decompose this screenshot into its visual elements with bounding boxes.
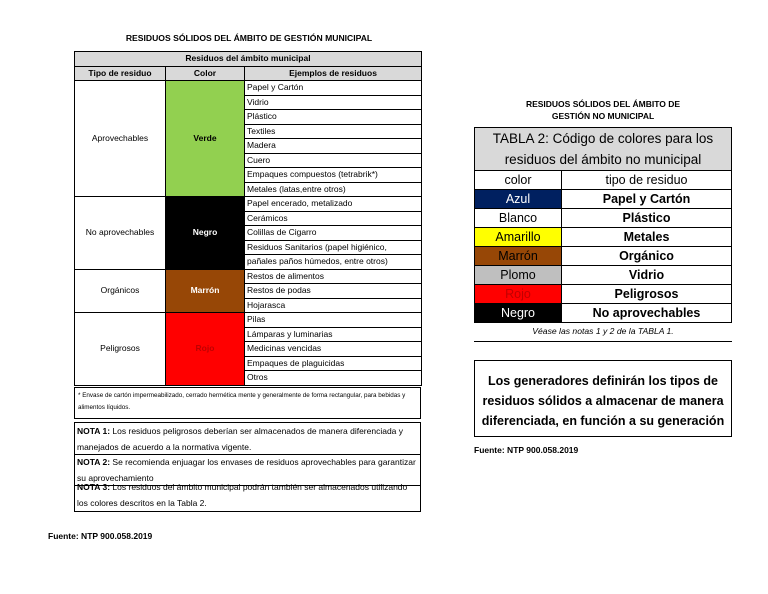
header-color-col: color (475, 171, 562, 190)
color-cell: Verde (166, 81, 245, 197)
example-cell: Otros (245, 371, 422, 386)
color-code-row (475, 266, 732, 285)
note-3 (74, 479, 421, 512)
municipal-source: Fuente: NTP 900.058.2019 (48, 531, 153, 541)
municipal-table-title: Residuos del ámbito municipal (75, 52, 422, 67)
example-cell: Lámparas y luminarias (245, 327, 422, 342)
example-cell: Madera (245, 139, 422, 154)
municipal-title: RESIDUOS SÓLIDOS DEL ÁMBITO DE GESTIÓN MUNICIPAL (125, 33, 373, 43)
waste-type-cell: No aprovechables (75, 197, 166, 270)
table-row (75, 313, 422, 328)
color-code-row (475, 190, 732, 209)
municipal-waste-table (74, 51, 422, 386)
note-1-label: NOTA 1: (77, 426, 111, 436)
note-3-text: Los residuos del ámbito municipal podrán también ser almacenados utilizando los colores descritos en la Tabla 2. (77, 482, 408, 508)
example-cell: Metales (latas,entre otros) (245, 182, 422, 197)
color-name-cell: Marrón (475, 247, 562, 266)
non-municipal-color-table (474, 127, 732, 323)
non-municipal-title (474, 98, 732, 122)
waste-type-cell: Orgánicos (75, 269, 166, 313)
example-cell: Restos de alimentos (245, 269, 422, 284)
note-1 (74, 422, 421, 455)
color-code-row (475, 285, 732, 304)
table-row (75, 81, 422, 96)
waste-type-cell: Peligrosos (75, 313, 166, 386)
example-cell: pañales paños húmedos, entre otros) (245, 255, 422, 270)
example-cell: Empaques de plaguicidas (245, 356, 422, 371)
note-2-text: Se recomienda enjuagar los envases de residuos aprovechables para garantizar su aprovechamiento (77, 457, 416, 483)
table-row (75, 269, 422, 284)
example-cell: Colillas de Cigarro (245, 226, 422, 241)
header-type-col: tipo de residuo (562, 171, 732, 190)
example-cell: Papel encerado, metalizado (245, 197, 422, 212)
example-cell: Pilas (245, 313, 422, 328)
non-municipal-title-line1: RESIDUOS SÓLIDOS DEL ÁMBITO DE (525, 99, 681, 109)
waste-type-cell: Peligrosos (562, 285, 732, 304)
color-code-row (475, 304, 732, 323)
example-cell: Textiles (245, 124, 422, 139)
table-2-title-line1: TABLA 2: Código de colores para los (492, 131, 714, 146)
non-municipal-title-line2: GESTIÓN NO MUNICIPAL (551, 111, 655, 121)
example-cell: Papel y Cartón (245, 81, 422, 96)
note-2-label: NOTA 2: (77, 457, 111, 467)
example-cell: Residuos Sanitarios (papel higiénico, (245, 240, 422, 255)
note-1-text: Los residuos peligrosos deberían ser almacenados de manera diferenciada y manejados de acuerdo a la normativa vigente. (77, 426, 404, 452)
waste-type-cell: No aprovechables (562, 304, 732, 323)
color-name-cell: Rojo (475, 285, 562, 304)
header-color: Color (166, 66, 245, 81)
example-cell: Cuero (245, 153, 422, 168)
table-2-note: Véase las notas 1 y 2 de la TABLA 1. (474, 321, 732, 342)
color-code-row (475, 228, 732, 247)
color-code-row (475, 247, 732, 266)
color-name-cell: Plomo (475, 266, 562, 285)
waste-type-cell: Vidrio (562, 266, 732, 285)
table-2-title (475, 128, 732, 171)
example-cell: Cerámicos (245, 211, 422, 226)
color-cell: Marrón (166, 269, 245, 313)
color-name-cell: Azul (475, 190, 562, 209)
example-cell: Hojarasca (245, 298, 422, 313)
spacer-row (474, 342, 732, 361)
tetrabrik-footnote: * Envase de cartón impermeabilizado, cerrado hermética mente y generalmente de forma rectangular, para bebidas y alimentos líquidos. (74, 387, 421, 419)
waste-type-cell: Papel y Cartón (562, 190, 732, 209)
waste-type-cell: Metales (562, 228, 732, 247)
table-2-title-line2: residuos del ámbito no municipal (504, 152, 702, 167)
non-municipal-source: Fuente: NTP 900.058.2019 (474, 445, 579, 455)
header-waste-type: Tipo de residuo (75, 66, 166, 81)
color-cell: Negro (166, 197, 245, 270)
waste-type-cell: Orgánico (562, 247, 732, 266)
color-name-cell: Amarillo (475, 228, 562, 247)
waste-type-cell: Aprovechables (75, 81, 166, 197)
note-3-label: NOTA 3: (77, 482, 111, 492)
example-cell: Plástico (245, 110, 422, 125)
example-cell: Restos de podas (245, 284, 422, 299)
header-examples: Ejemplos de residuos (245, 66, 422, 81)
example-cell: Medicinas vencidas (245, 342, 422, 357)
color-cell: Rojo (166, 313, 245, 386)
example-cell: Empaques compuestos (tetrabrik*) (245, 168, 422, 183)
waste-type-cell: Plástico (562, 209, 732, 228)
generators-statement: Los generadores definirán los tipos de residuos sólidos a almacenar de manera diferenciada, en función a su generación (474, 361, 732, 437)
color-code-row (475, 209, 732, 228)
color-name-cell: Negro (475, 304, 562, 323)
color-name-cell: Blanco (475, 209, 562, 228)
example-cell: Vidrio (245, 95, 422, 110)
table-row (75, 197, 422, 212)
